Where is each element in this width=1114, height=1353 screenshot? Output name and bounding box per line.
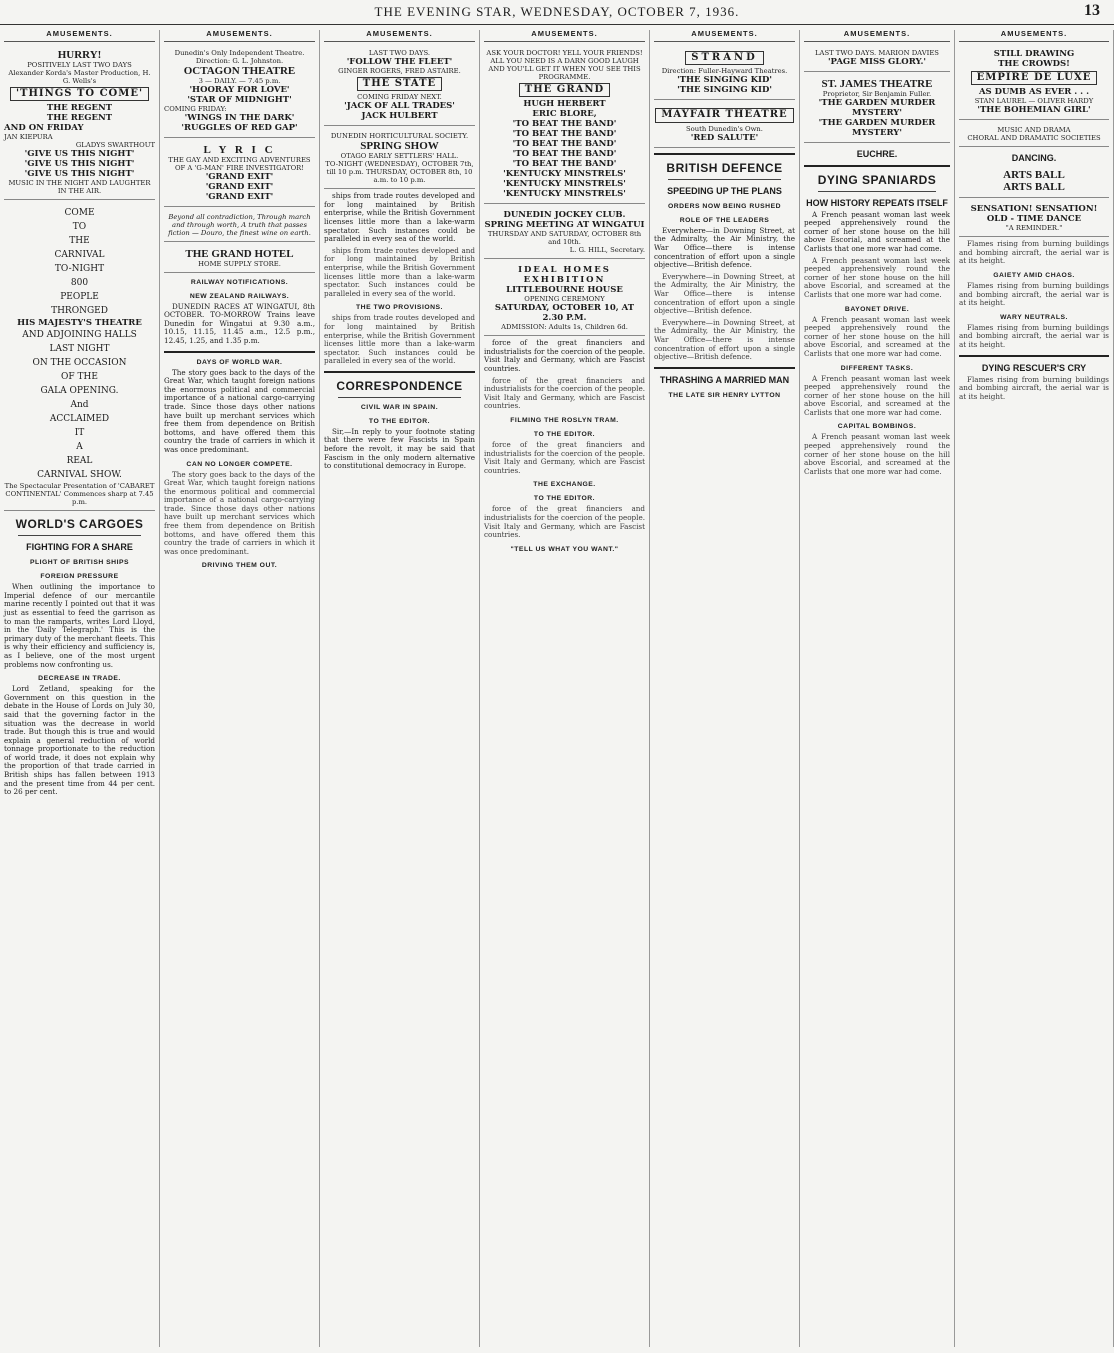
ad-line: CARNIVAL bbox=[54, 250, 105, 261]
ad-theatre: ST. JAMES THEATRE bbox=[821, 77, 933, 90]
masthead: THE EVENING STAR, WEDNESDAY, OCTOBER 7, 1936. bbox=[374, 4, 740, 19]
ad-text: CHORAL AND DRAMATIC SOCIETIES bbox=[967, 134, 1101, 143]
ad-film: 'WINGS IN THE DARK' bbox=[184, 112, 295, 123]
ad-film: AS DUMB AS EVER . . . bbox=[978, 87, 1090, 98]
ad-song: 'GIVE US THIS NIGHT' bbox=[24, 169, 135, 180]
column-1 bbox=[0, 30, 160, 1347]
article-paragraph: ships from trade routes developed and for long maintained by British enterprise, while the British Government licenses little more than a lake-warm spectator. Such instances could be paralleled in every sea of the world. bbox=[324, 313, 475, 366]
ad-line: AND ADJOINING HALLS bbox=[22, 330, 137, 341]
section-heading: DAYS OF WORLD WAR. bbox=[196, 358, 283, 366]
ad-title: ARTS BALL bbox=[1003, 181, 1065, 194]
ad-spring-show bbox=[324, 129, 475, 189]
ad-title: THE GRAND HOTEL bbox=[185, 247, 294, 260]
ad-line: TO bbox=[72, 222, 87, 233]
section-heading: THE EXCHANGE. bbox=[533, 481, 596, 489]
amusements-heading: AMUSEMENTS. bbox=[484, 30, 645, 42]
ad-line: 800 bbox=[70, 278, 89, 289]
article-paragraph: Everywhere—in Downing Street, at the Admiralty, the Air Ministry, the War Office—there is intense concentration of effort upon a single objective—British defence. bbox=[654, 225, 795, 270]
ad-text: OPENING CEREMONY bbox=[524, 295, 605, 304]
article-paragraph: Everywhere—in Downing Street, at the Admiralty, the Air Ministry, the War Office—there is intense concentration of effort upon a single objective—British defence. bbox=[654, 317, 795, 362]
article-paragraph: The story goes back to the days of the Great War, which taught foreign nations the enormous political and commercial importance of a national cargo-carrying trade. Since those days other nations have built up merchant services which free them from dependence on British bottoms, and have offered them this country the trade of carriers in which it was once predominant. bbox=[164, 469, 315, 556]
ad-marion-davies bbox=[804, 46, 950, 72]
ad-stars: STAN LAUREL — OLIVER HARDY bbox=[974, 97, 1094, 106]
ad-title: DUNEDIN JOCKEY CLUB. bbox=[503, 210, 626, 221]
ad-film: 'KENTUCKY MINSTRELS' bbox=[503, 189, 626, 200]
divider bbox=[324, 371, 475, 373]
ad-title: HURRY! bbox=[57, 48, 102, 61]
ad-jockey-club bbox=[484, 207, 645, 259]
ad-star: JAN KIEPURA bbox=[4, 133, 53, 142]
letter-salutation: TO THE EDITOR. bbox=[533, 430, 596, 438]
ad-film-title: 'THINGS TO COME' bbox=[10, 87, 149, 102]
ad-text: Direction: Fuller-Hayward Theatres. bbox=[661, 67, 788, 76]
ad-text: COMING FRIDAY: bbox=[164, 104, 227, 113]
article-deck: ORDERS NOW BEING RUSHED bbox=[667, 202, 782, 210]
ad-text: Dunedin's Only Independent Theatre. bbox=[174, 48, 305, 57]
ad-line: ON THE OCCASION bbox=[32, 358, 127, 369]
section-heading: DRIVING THEM OUT. bbox=[201, 562, 278, 570]
article-paragraph: When outlining the importance to Imperial defence of our mercantile marine recently I pointed out that it was just as essential to feed the garrison as to man the ramparts, writes Lord Lloyd, in the 'Daily Telegraph.' This is the primary duty of the merchant fleets. This is why their efficiency and sufficiency is, as I believe, one of the most urgent problems now confronting us. bbox=[4, 582, 155, 669]
article-headline: THRASHING A MARRIED MAN bbox=[659, 374, 790, 385]
ad-line: OF THE bbox=[61, 372, 98, 383]
divider bbox=[338, 397, 461, 398]
ad-film: 'RED SALUTE' bbox=[690, 132, 759, 143]
section-heading: EUCHRE. bbox=[856, 148, 898, 159]
ad-title: IDEAL HOMES EXHIBITION bbox=[518, 265, 611, 286]
ad-film: 'TO BEAT THE BAND' bbox=[512, 119, 617, 130]
section-heading: BAYONET DRIVE. bbox=[844, 305, 910, 313]
ad-note: AND ON FRIDAY bbox=[4, 123, 84, 134]
ad-text: COMING FRIDAY NEXT. bbox=[357, 93, 442, 102]
ad-line: COME bbox=[64, 208, 95, 219]
ad-things-to-come bbox=[4, 46, 155, 201]
ad-film: 'STAR OF MIDNIGHT' bbox=[187, 94, 292, 105]
article-paragraph: Lord Zetland, speaking for the Government on this question in the debate in the House of Lords on July 30, said that the governing factor in the situation was the decrease in world trade. But though this is true and would explain a general reduction of world tonnage proportionate to the reduction of world trade, it does not explain why the proportion of that trade carried in British ships has fallen between 1913 and the present time from 44 per cent. to 26 per cent. bbox=[4, 684, 155, 797]
ad-text: STILL DRAWING bbox=[993, 48, 1075, 59]
ad-music-drama bbox=[959, 123, 1109, 147]
article-paragraph: A French peasant woman last week peeped apprehensively round the corner of her stone house on the hill above Escorial, and screamed at the Carlists that one more war had come. bbox=[804, 432, 950, 476]
article-paragraph: The story goes back to the days of the Great War, which taught foreign nations the enormous political and commercial importance of a national cargo-carrying trade. Since those days other nations have built up merchant services which free them from dependence on British bottoms, and have offered them this country the trade of carriers in which it was once predominant. bbox=[164, 367, 315, 454]
ad-text: ADMISSION: Adults 1s, Children 6d. bbox=[501, 323, 628, 332]
article-paragraph: A French peasant woman last week peeped apprehensively round the corner of her stone house on the hill above Escorial, and screamed at the Carlists that one more war had come. bbox=[804, 255, 950, 299]
ad-film: 'GRAND EXIT' bbox=[205, 171, 274, 182]
ad-theatre: HIS MAJESTY'S THEATRE bbox=[17, 318, 142, 329]
article-paragraph: force of the great financiers and industrialists for the coercion of the people. Visit Italy and Germany, which are Fascist countries. bbox=[484, 338, 645, 373]
divider bbox=[818, 191, 936, 192]
ad-song: 'GIVE US THIS NIGHT' bbox=[24, 149, 135, 160]
article-paragraph: A French peasant woman last week peeped apprehensively round the corner of her stone house on the hill above Escorial, and screamed at the Carlists that one more war had come. bbox=[804, 373, 950, 417]
article-paragraph: A French peasant woman last week peeped apprehensively round the corner of her stone house on the hill above Escorial, and screamed at the Carlists that one more war had come. bbox=[804, 314, 950, 358]
article-paragraph: Flames rising from burning buildings and bombing aircraft, the aerial war is at its height. bbox=[959, 280, 1109, 308]
ad-footer: The Spectacular Presentation of 'CABARET CONTINENTAL' Commences sharp at 7.45 p.m. bbox=[4, 482, 155, 507]
ad-title: SPRING SHOW bbox=[360, 140, 439, 153]
ad-film: 'TO BEAT THE BAND' bbox=[512, 139, 617, 150]
ad-grand bbox=[484, 46, 645, 205]
ad-film: 'RUGGLES OF RED GAP' bbox=[181, 122, 298, 133]
ad-line: ACCLAIMED bbox=[49, 414, 110, 425]
ad-st-james bbox=[804, 75, 950, 143]
ad-film: 'THE SINGING KID' bbox=[677, 75, 772, 86]
ad-banner: ASK YOUR DOCTOR! YELL YOUR FRIENDS! ALL YOU NEED IS A DARN GOOD LAUGH AND YOU'LL GET IT WHEN YOU SEE THIS PROGRAMME. bbox=[486, 48, 643, 81]
article-subhead: HOW HISTORY REPEATS ITSELF bbox=[806, 197, 948, 208]
section-heading: DECREASE IN TRADE. bbox=[38, 675, 121, 683]
ad-text: LAST TWO DAYS. MARION DAVIES bbox=[815, 48, 939, 57]
ad-film: 'THE GARDEN MURDER MYSTERY' bbox=[818, 97, 936, 118]
ad-star: ERIC BLORE, bbox=[532, 109, 597, 120]
column-2 bbox=[160, 30, 320, 1347]
ad-mayfair bbox=[654, 103, 795, 148]
letter-salutation: TO THE EDITOR. bbox=[533, 495, 596, 503]
divider bbox=[164, 351, 315, 353]
ad-empire bbox=[959, 46, 1109, 121]
article-paragraph: A French peasant woman last week peeped apprehensively round the corner of her stone house on the hill above Escorial, and screamed at the Carlists that one more war had come. bbox=[804, 209, 950, 253]
article-subhead: FIGHTING FOR A SHARE bbox=[26, 542, 133, 553]
amusements-heading: AMUSEMENTS. bbox=[959, 30, 1109, 42]
article-paragraph: Everywhere—in Downing Street, at the Admiralty, the Air Ministry, the War Office—there is intense concentration of effort upon a single objective—British defence. bbox=[654, 271, 795, 316]
column-6 bbox=[800, 30, 955, 1347]
ad-line: THE bbox=[69, 236, 90, 247]
ad-theatre: THE GRAND bbox=[519, 83, 610, 98]
ad-line: LAST NIGHT bbox=[49, 344, 110, 355]
ad-line: A bbox=[76, 442, 83, 453]
article-paragraph: Flames rising from burning buildings and bombing aircraft, the aerial war is at its height. bbox=[959, 322, 1109, 349]
ad-theatre: OCTAGON THEATRE bbox=[183, 64, 296, 77]
section-heading: "TELL US WHAT YOU WANT." bbox=[510, 545, 619, 553]
section-headline: CORRESPONDENCE bbox=[336, 378, 463, 393]
amusements-heading: AMUSEMENTS. bbox=[324, 30, 475, 42]
divider bbox=[804, 165, 950, 167]
article-headline: WORLD'S CARGOES bbox=[15, 517, 144, 532]
ad-stars: GINGER ROGERS, FRED ASTAIRE. bbox=[338, 66, 461, 75]
ad-film: 'HOORAY FOR LOVE' bbox=[189, 84, 290, 95]
ad-film: 'GRAND EXIT' bbox=[205, 191, 274, 202]
section-heading: DIFFERENT TASKS. bbox=[840, 364, 914, 372]
ad-douro bbox=[164, 210, 315, 242]
article-deck: PLIGHT OF BRITISH SHIPS bbox=[29, 559, 130, 567]
ad-star: GLADYS SWARTHOUT bbox=[75, 141, 155, 150]
ad-carnival bbox=[4, 203, 155, 511]
ad-film: 'GRAND EXIT' bbox=[205, 181, 274, 192]
section-heading: DANCING. bbox=[1011, 153, 1057, 164]
divider bbox=[18, 535, 141, 536]
ad-theatre: L Y R I C bbox=[203, 143, 276, 156]
article-paragraph: Flames rising from burning buildings and bombing aircraft, the aerial war is at its height. bbox=[959, 239, 1109, 266]
ad-film: 'THE SINGING KID' bbox=[677, 85, 772, 96]
ad-lyric bbox=[164, 141, 315, 207]
article-paragraph: force of the great financiers and industrialists for the coercion of the people. Visit Italy and Germany, which are Fascist countries. bbox=[484, 439, 645, 475]
ad-line: CARNIVAL SHOW. bbox=[37, 470, 122, 481]
ad-state bbox=[324, 46, 475, 127]
section-heading: FILMING THE ROSLYN TRAM. bbox=[510, 416, 619, 424]
divider bbox=[668, 179, 781, 180]
ad-text: "A REMINDER." bbox=[1005, 224, 1063, 233]
ad-text: SPRING MEETING AT WINGATUI bbox=[484, 220, 645, 231]
section-heading: WARY NEUTRALS. bbox=[1000, 313, 1068, 321]
ad-song: 'GIVE US THIS NIGHT' bbox=[24, 159, 135, 170]
ad-text: Alexander Korda's Master Production, H. G. Wells's bbox=[8, 68, 151, 85]
ad-sensation bbox=[959, 201, 1109, 237]
ad-film: 'TO BEAT THE BAND' bbox=[512, 129, 617, 140]
ad-line: PEOPLE bbox=[60, 292, 99, 303]
ad-times: 3 — DAILY. — 7.45 p.m. bbox=[198, 76, 281, 85]
ad-text: DUNEDIN HORTICULTURAL SOCIETY. bbox=[330, 132, 469, 141]
ad-theatre: THE REGENT bbox=[46, 103, 113, 114]
ad-film: 'KENTUCKY MINSTRELS' bbox=[503, 179, 626, 190]
amusements-heading: AMUSEMENTS. bbox=[654, 30, 795, 42]
ad-line: THRONGED bbox=[51, 306, 108, 317]
divider bbox=[654, 367, 795, 369]
ad-film: 'TO BEAT THE BAND' bbox=[512, 149, 617, 160]
article-paragraph: Flames rising from burning buildings and bombing aircraft, the aerial war is at its height. bbox=[959, 374, 1109, 401]
ad-film: 'THE BOHEMIAN GIRL' bbox=[977, 105, 1091, 116]
amusements-heading: AMUSEMENTS. bbox=[4, 30, 155, 42]
ad-subtitle: POSITIVELY LAST TWO DAYS bbox=[27, 60, 132, 69]
article-deck: ROLE OF THE LEADERS bbox=[679, 216, 770, 224]
article-paragraph: ships from trade routes developed and for long maintained by British enterprise, while the British Government licenses little more than a lake-warm spectator. Such instances could be paralleled in every sea of the world. bbox=[324, 245, 475, 298]
ad-theatre: THE STATE bbox=[357, 77, 442, 92]
article-headline: DYING SPANIARDS bbox=[817, 172, 937, 187]
ad-text: HOME SUPPLY STORE. bbox=[198, 259, 281, 268]
ad-title: ARTS BALL bbox=[1003, 169, 1065, 182]
divider bbox=[654, 153, 795, 155]
article-deck: FOREIGN PRESSURE bbox=[40, 573, 119, 581]
article-headline: DYING RESCUER'S CRY bbox=[981, 362, 1087, 373]
page-header bbox=[0, 0, 1114, 25]
section-heading: GAIETY AMID CHAOS. bbox=[993, 271, 1075, 279]
ad-text: Beyond all contradiction, Through march and through worth, A truth that passes fiction — Douro, the finest wine on earth. bbox=[168, 212, 311, 237]
divider bbox=[959, 355, 1109, 357]
letter-paragraph: Sir,—In reply to your footnote stating that there were few Fascists in Spain before the revolt, it may be said that Fascism in the only modern alternative to constitutional democracy in Europe. bbox=[324, 426, 475, 471]
article-paragraph: force of the great financiers and industrialists for the coercion of the people. Visit Italy and Germany, which are Fascist countries. bbox=[484, 504, 645, 540]
ad-film: 'FOLLOW THE FLEET' bbox=[346, 56, 453, 67]
notice-paragraph: DUNEDIN RACES AT WINGATUI, 8th OCTOBER. TO-MORROW Trains leave Dunedin for Wingatui at 9.30 a.m., 10.15, 11.15, 11.45 a.m., 12.5 p.m., 12.45, 1.25, and 1.35 p.m. bbox=[164, 301, 315, 345]
ad-film: 'THE GARDEN MURDER MYSTERY' bbox=[818, 117, 936, 138]
article-deck: THE LATE SIR HENRY LYTTON bbox=[668, 391, 781, 399]
section-heading: CAPITAL BOMBINGS. bbox=[837, 423, 917, 431]
ad-text: MUSIC AND DRAMA bbox=[997, 126, 1071, 135]
ad-ideal-homes bbox=[484, 262, 645, 336]
column-3 bbox=[320, 30, 480, 1347]
ad-text: LAST TWO DAYS. bbox=[368, 48, 431, 57]
ad-grand-hotel bbox=[164, 245, 315, 273]
ad-text: Direction: G. L. Johnston. bbox=[195, 56, 284, 65]
ad-star: HUGH HERBERT bbox=[523, 99, 606, 110]
ad-footer: MUSIC IN THE NIGHT AND LAUGHTER IN THE AIR. bbox=[8, 179, 151, 196]
ad-line: GALA OPENING. bbox=[40, 386, 119, 397]
ad-film: 'PAGE MISS GLORY.' bbox=[827, 56, 927, 67]
ad-text: South Dunedin's Own. bbox=[686, 124, 763, 133]
section-subheading: NEW ZEALAND RAILWAYS. bbox=[189, 292, 290, 300]
letter-heading: CIVIL WAR IN SPAIN. bbox=[360, 403, 439, 411]
ad-banner: THE GAY AND EXCITING ADVENTURES OF A 'G-MAN' FIRE INVESTIGATOR! bbox=[168, 155, 311, 172]
ad-text: THURSDAY AND SATURDAY, OCTOBER 8th and 10th. bbox=[487, 230, 642, 247]
article-paragraph: ships from trade routes developed and for long maintained by British enterprise, while the British Government licenses little more than a lake-warm spectator. Such instances could be paralleled in every sea of the world. bbox=[324, 191, 475, 244]
ad-strand bbox=[654, 46, 795, 101]
ad-sign: L. G. HILL, Secretary. bbox=[569, 246, 645, 255]
ad-text: Proprietor, Sir Benjamin Fuller. bbox=[822, 89, 932, 98]
amusements-heading: AMUSEMENTS. bbox=[804, 30, 950, 42]
ad-octagon bbox=[164, 46, 315, 138]
column-5 bbox=[650, 30, 800, 1347]
article-paragraph: force of the great financiers and industrialists for the coercion of the people. Visit Italy and Germany, which are Fascist countries. bbox=[484, 375, 645, 411]
letter-salutation: TO THE EDITOR. bbox=[368, 417, 431, 425]
ad-line: IT bbox=[74, 428, 85, 439]
page-number: 13 bbox=[1084, 2, 1100, 19]
ad-line: TO-NIGHT bbox=[54, 264, 105, 275]
ad-text: THE CROWDS! bbox=[998, 58, 1070, 69]
article-headline: BRITISH DEFENCE bbox=[666, 160, 783, 175]
ad-film: 'JACK OF ALL TRADES' bbox=[344, 101, 455, 112]
section-heading: RAILWAY NOTIFICATIONS. bbox=[190, 278, 289, 286]
amusements-heading: AMUSEMENTS. bbox=[164, 30, 315, 42]
ad-line: And bbox=[70, 400, 89, 411]
ad-film: 'KENTUCKY MINSTRELS' bbox=[503, 169, 626, 180]
ad-theatre: MAYFAIR THEATRE bbox=[655, 108, 793, 123]
ad-text: LITTLEBOURNE HOUSE bbox=[506, 285, 623, 296]
column-7 bbox=[955, 30, 1114, 1347]
ad-title: OLD - TIME DANCE bbox=[986, 214, 1082, 225]
ad-star: JACK HULBERT bbox=[361, 111, 438, 122]
section-heading: CAN NO LONGER COMPETE. bbox=[186, 460, 293, 468]
ad-line: REAL bbox=[66, 456, 93, 467]
ad-text: TO-NIGHT (WEDNESDAY), OCTOBER 7th, till 10 p.m. THURSDAY, OCTOBER 8th, 10 a.m. to 10 p.m. bbox=[325, 160, 474, 185]
ad-theatre: STRAND bbox=[685, 51, 764, 66]
ad-text: OTAGO EARLY SETTLERS' HALL. bbox=[340, 152, 459, 161]
ad-theatre: EMPIRE DE LUXE bbox=[971, 71, 1098, 86]
ad-film: 'TO BEAT THE BAND' bbox=[512, 159, 617, 170]
ad-title: SENSATION! SENSATION! bbox=[970, 204, 1098, 215]
ad-theatre: THE REGENT bbox=[46, 113, 113, 124]
article-subhead: SPEEDING UP THE PLANS bbox=[667, 185, 782, 196]
column-4 bbox=[480, 30, 650, 1347]
section-heading: THE TWO PROVISIONS. bbox=[356, 304, 443, 312]
ad-text: SATURDAY, OCTOBER 10, AT 2.30 P.M. bbox=[494, 303, 635, 324]
ad-arts-ball bbox=[959, 166, 1109, 198]
